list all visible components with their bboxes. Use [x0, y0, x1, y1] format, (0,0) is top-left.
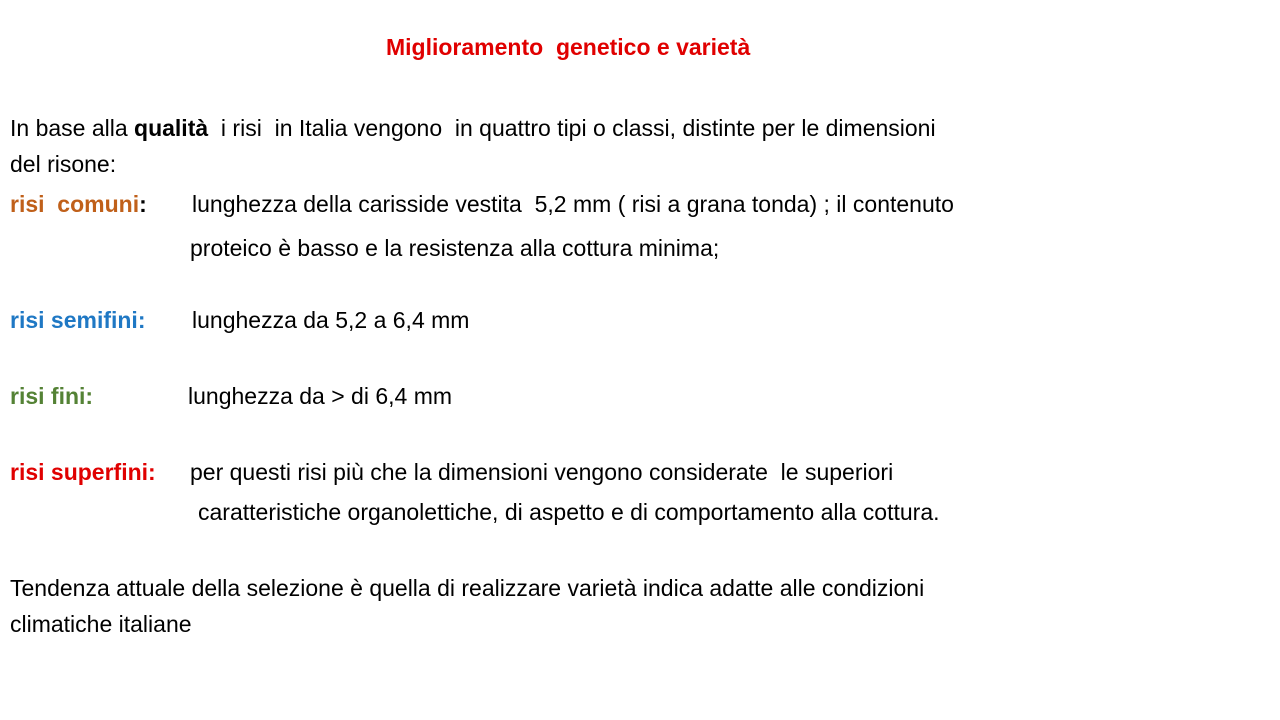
class-superfini-label: risi superfini: [10, 459, 156, 485]
intro-text-post: i risi in Italia vengono in quattro tipi o classi, distinte per le dimensioni [208, 115, 936, 141]
conclusion-line-1: Tendenza attuale della selezione è quella di realizzare varietà indica adatte alle condizioni [10, 575, 925, 601]
class-semifini-text: lunghezza da 5,2 a 6,4 mm [192, 307, 470, 333]
intro-line-1 [10, 114, 936, 142]
class-fini-label: risi fini: [10, 383, 94, 409]
class-superfini-text-2: caratteristiche organolettiche, di aspetto e di comportamento alla cottura. [198, 499, 940, 525]
class-comuni-text-2: proteico è basso e la resistenza alla cottura minima; [190, 235, 720, 261]
intro-keyword-quality: qualità [134, 115, 209, 141]
intro-line-2: del risone: [10, 151, 117, 177]
class-comuni-text-1: lunghezza della carisside vestita 5,2 mm ( risi a grana tonda) ; il contenuto [192, 191, 954, 217]
intro-text-pre: In base alla [10, 115, 135, 141]
class-comuni-colon: : [139, 191, 147, 217]
class-comuni-row [10, 190, 147, 218]
slide-title: Miglioramento genetico e varietà [386, 34, 751, 60]
class-comuni-label: risi comuni [10, 191, 140, 217]
class-semifini-label: risi semifini: [10, 307, 146, 333]
class-superfini-text-1: per questi risi più che la dimensioni vengono considerate le superiori [190, 459, 894, 485]
class-fini-text: lunghezza da > di 6,4 mm [188, 383, 453, 409]
conclusion-line-2: climatiche italiane [10, 611, 192, 637]
